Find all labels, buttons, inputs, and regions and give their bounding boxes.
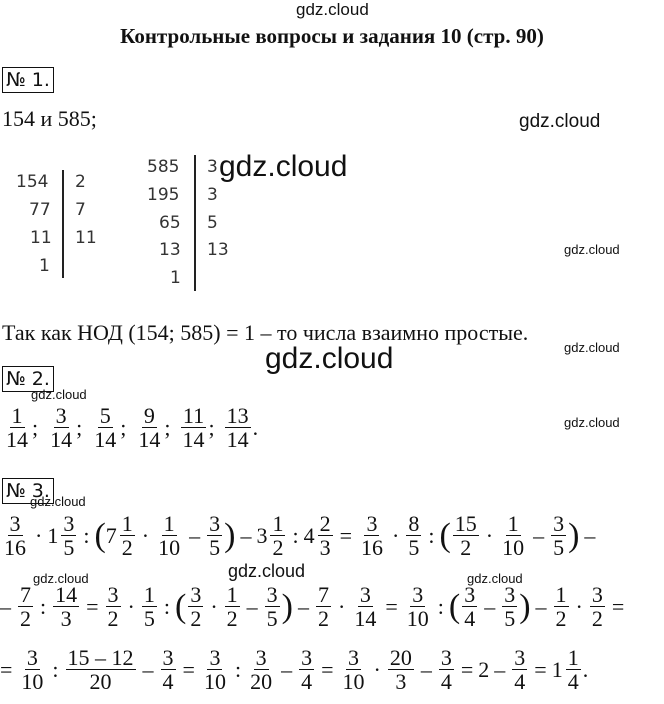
- dividend: 154: [16, 172, 49, 192]
- fraction-item: 5 14 ;: [94, 403, 127, 453]
- task-1-label: № 1.: [2, 67, 54, 93]
- fraction-item: 1 14 ;: [6, 403, 39, 453]
- watermark: gdz.cloud: [564, 242, 620, 257]
- divisor: 5: [207, 213, 218, 233]
- dividend: 13: [159, 240, 181, 260]
- watermark: gdz.cloud: [228, 561, 306, 581]
- equation-line-3: = $\frac{3}{10}$ : 15 – 12 20 – $\frac{3}{4}$ = $\frac{3}{10}$ : 3 20 – $\frac{3}{4}$ = $\frac{3}{10}$ · 20 3 – $\frac{3}{4}$ = 2 – $\frac{3}{4}$ = 1 1 4 .: [0, 645, 589, 695]
- fraction-list: [2, 404, 258, 451]
- dividend: 1: [39, 256, 50, 276]
- fraction-item: 3 14 ;: [50, 403, 83, 453]
- watermark: gdz.cloud: [219, 150, 348, 183]
- dividend: 195: [147, 185, 180, 205]
- divisor: 7: [75, 200, 86, 220]
- watermark: gdz.cloud: [30, 494, 86, 509]
- task-3-label: № 3.: [2, 478, 54, 504]
- divisor: 3: [207, 157, 218, 177]
- watermark: gdz.cloud: [296, 0, 369, 19]
- divisor: 3: [207, 185, 218, 205]
- division-line: [194, 155, 196, 291]
- watermark: gdz.cloud: [519, 111, 601, 132]
- watermark: gdz.cloud: [31, 387, 87, 402]
- task-1-numbers: 154 и 585;: [2, 106, 97, 131]
- dividend: 11: [30, 228, 52, 248]
- watermark: gdz.cloud: [265, 342, 394, 375]
- divisor: 13: [207, 240, 229, 260]
- page-title: Контрольные вопросы и задания 10 (стр. 90): [120, 24, 544, 48]
- watermark: gdz.cloud: [564, 415, 620, 430]
- divisor: 11: [75, 228, 97, 248]
- watermark: gdz.cloud: [467, 571, 523, 586]
- fraction-item: 13 14 .: [226, 403, 259, 453]
- divisor: 2: [75, 172, 86, 192]
- equation-line-2: – 7 2 : $\frac{14}{3}$ = $\frac{3}{2}$ · 1 5 : ( 3 2 · 1 2 – 3 5 ) – 7 2 · $\frac{3}{14}$ = $\frac{3}{10}$ : ( 3 4 – 3 5 ) – 1 2 · $\frac{3}{2}$ =: [0, 582, 625, 632]
- dividend: 585: [147, 157, 180, 177]
- dividend: 65: [159, 213, 181, 233]
- division-line: [62, 170, 64, 278]
- fraction-item: 9 14 ;: [138, 403, 171, 453]
- watermark: gdz.cloud: [33, 571, 89, 586]
- task-2-label: № 2.: [2, 366, 54, 392]
- equation-line-1: 3 16 · 1 3 5 : ( 7 1 2 · 1 10 – 3 5 ) – 3 1 2 : 4 2 3 = $\frac{3}{16}$ · 8 5 : ( 15 2 · 1 10 – 3 5 ) –: [4, 511, 596, 561]
- fraction-item: 11 14 ;: [182, 403, 215, 453]
- dividend: 1: [170, 268, 181, 288]
- watermark: gdz.cloud: [564, 340, 620, 355]
- task-1-conclusion: Так как НОД (154; 585) = 1 – то числа взаимно простые.: [2, 320, 529, 345]
- dividend: 77: [29, 200, 51, 220]
